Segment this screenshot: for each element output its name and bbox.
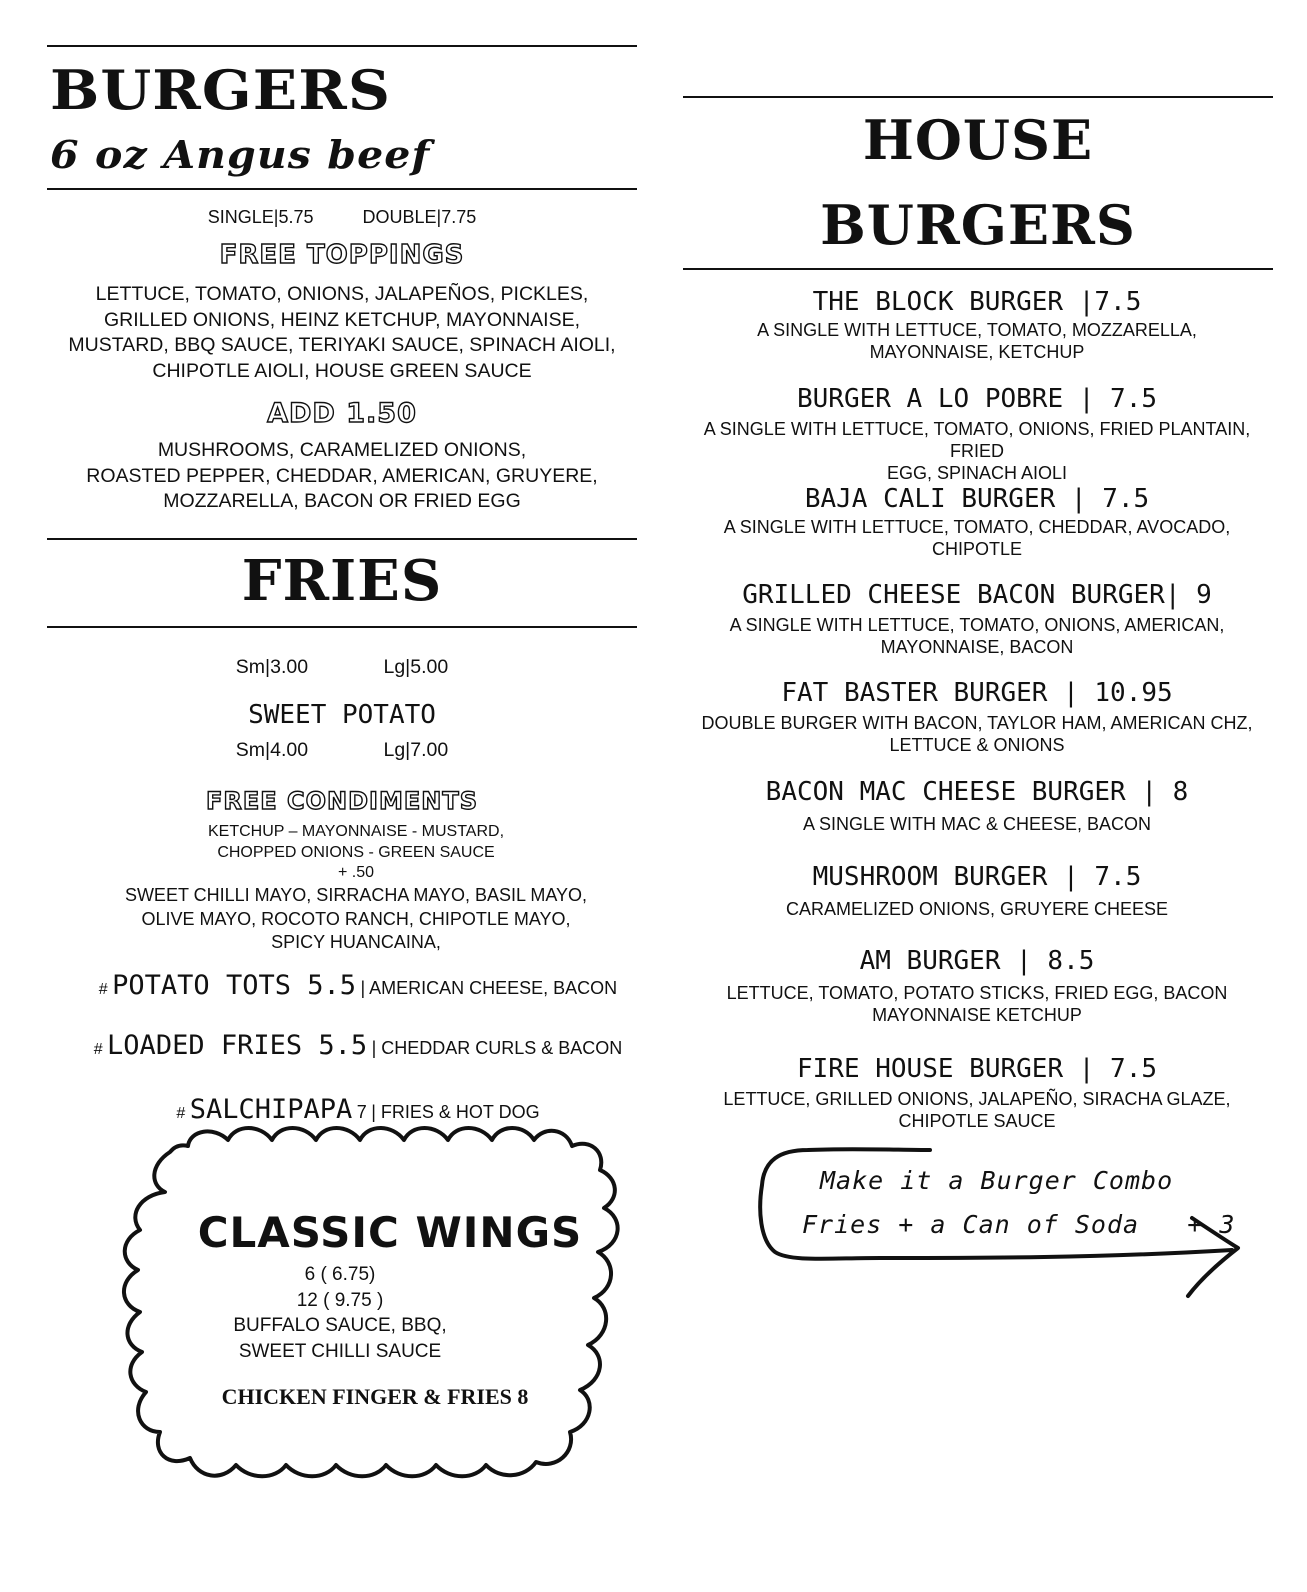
house-burger-item [680, 777, 1274, 835]
free-condiments-list: KETCHUP – MAYONNAISE - MUSTARD, CHOPPED ONIONS - GREEN SAUCE + .50 [207, 823, 505, 881]
double-price: DOUBLE|7.75 [362, 207, 477, 227]
extra-condiments-list: SWEET CHILLI MAYO, SIRRACHA MAYO, BASIL MAYO, OLIVE MAYO, ROCOTO RANCH, CHIPOTLE MAYO, SPICY HUANCAINA, [124, 885, 588, 952]
side-item-desc: | FRIES & HOT DOG [371, 1102, 540, 1122]
burgers-subtitle: 6 oz Angus beef [50, 132, 431, 177]
house-burger-item [680, 862, 1274, 920]
house-burger-name: MUSHROOM BURGER | 7.5 [812, 862, 1142, 892]
house-burger-desc: CARAMELIZED ONIONS, GRUYERE CHEESE [785, 899, 1169, 919]
house-burger-name: BACON MAC CHEESE BURGER | 8 [765, 777, 1189, 807]
sweet-potato-heading: SWEET POTATO [248, 700, 436, 730]
house-burger-desc: A SINGLE WITH LETTUCE, TOMATO, ONIONS, AMERICAN, MAYONNAISE, BACON [729, 615, 1225, 657]
free-condiments-heading: FREE CONDIMENTS [206, 787, 478, 815]
side-item-name: POTATO TOTS 5.5 [112, 970, 356, 1001]
house-burger-name: BAJA CALI BURGER | 7.5 [804, 484, 1150, 514]
house-burger-item [680, 678, 1274, 756]
house-burger-item [680, 287, 1274, 363]
burgers-title: BURGERS [50, 58, 392, 122]
free-toppings-list: LETTUCE, TOMATO, ONIONS, JALAPEÑOS, PICKLES, GRILLED ONIONS, HEINZ KETCHUP, MAYONNAISE, MUSTARD, BBQ SAUCE, TERIYAKI SAUCE, SPINACH AIOLI, CHIPOTLE AIOLI, HOUSE GREEN SAUCE [68, 283, 616, 383]
chicken-finger-item: CHICKEN FINGER & FRIES 8 [221, 1384, 529, 1409]
house-burger-desc: DOUBLE BURGER WITH BACON, TAYLOR HAM, AMERICAN CHZ, LETTUCE & ONIONS [701, 713, 1253, 755]
combo-callout-line1: Make it a Burger Combo [820, 1166, 1174, 1195]
fries-title: FRIES [241, 548, 443, 614]
single-price: SINGLE|5.75 [207, 207, 314, 227]
house-burgers-title-line1: HOUSE [862, 108, 1094, 172]
house-burger-name: AM BURGER | 8.5 [859, 946, 1095, 976]
side-item-desc: | AMERICAN CHEESE, BACON [360, 978, 618, 998]
house-burger-name: THE BLOCK BURGER |7.5 [812, 287, 1142, 317]
add-ons-heading: ADD 1.50 [267, 398, 417, 429]
side-item-name: LOADED FRIES 5.5 [107, 1030, 368, 1061]
house-burger-item [680, 384, 1274, 484]
side-item-desc: | CHEDDAR CURLS & BACON [371, 1038, 623, 1058]
house-burger-item [680, 580, 1274, 658]
house-burger-item [680, 946, 1274, 1026]
combo-callout-line2: Fries + a Can of Soda + 3 [802, 1210, 1236, 1239]
house-burger-item [680, 484, 1274, 560]
classic-wings-title: CLASSIC WINGS [197, 1208, 583, 1257]
fries-sm-price: Sm|3.00 [235, 656, 309, 678]
house-burger-name: BURGER A LO POBRE | 7.5 [796, 384, 1158, 414]
hash-mark: # [176, 1105, 186, 1122]
house-burger-name: FIRE HOUSE BURGER | 7.5 [796, 1054, 1158, 1084]
house-burger-desc: A SINGLE WITH LETTUCE, TOMATO, MOZZARELLA, MAYONNAISE, KETCHUP [757, 320, 1197, 362]
sweet-lg-price: Lg|7.00 [383, 739, 449, 761]
classic-wings-details: 6 ( 6.75) 12 ( 9.75 ) BUFFALO SAUCE, BBQ, SWEET CHILLI SAUCE [233, 1264, 447, 1362]
side-item-price: 7 [356, 1102, 367, 1122]
house-burger-name: GRILLED CHEESE BACON BURGER| 9 [742, 580, 1212, 610]
free-toppings-heading: FREE TOPPINGS [219, 240, 465, 270]
sweet-sm-price: Sm|4.00 [235, 739, 309, 761]
house-burger-desc: LETTUCE, GRILLED ONIONS, JALAPEÑO, SIRACHA GLAZE, CHIPOTLE SAUCE [723, 1089, 1231, 1131]
house-burger-item [680, 1054, 1274, 1132]
house-burger-desc: A SINGLE WITH LETTUCE, TOMATO, ONIONS, FRIED PLANTAIN, FRIED EGG, SPINACH AIOLI [703, 419, 1251, 483]
house-burger-desc: LETTUCE, TOMATO, POTATO STICKS, FRIED EGG, BACON MAYONNAISE KETCHUP [726, 983, 1228, 1025]
add-ons-list: MUSHROOMS, CARAMELIZED ONIONS, ROASTED PEPPER, CHEDDAR, AMERICAN, GRUYERE, MOZZARELLA, BACON OR FRIED EGG [86, 439, 598, 512]
hash-mark: # [93, 1041, 103, 1058]
house-burgers-title-line2: BURGERS [820, 193, 1136, 257]
house-burger-desc: A SINGLE WITH LETTUCE, TOMATO, CHEDDAR, AVOCADO, CHIPOTLE [723, 517, 1231, 559]
house-burger-name: FAT BASTER BURGER | 10.95 [781, 678, 1173, 708]
hash-mark: # [98, 981, 108, 998]
fries-lg-price: Lg|5.00 [383, 656, 449, 678]
side-item-name: SALCHIPAPA [189, 1094, 353, 1125]
house-burger-desc: A SINGLE WITH MAC & CHEESE, BACON [802, 814, 1152, 834]
